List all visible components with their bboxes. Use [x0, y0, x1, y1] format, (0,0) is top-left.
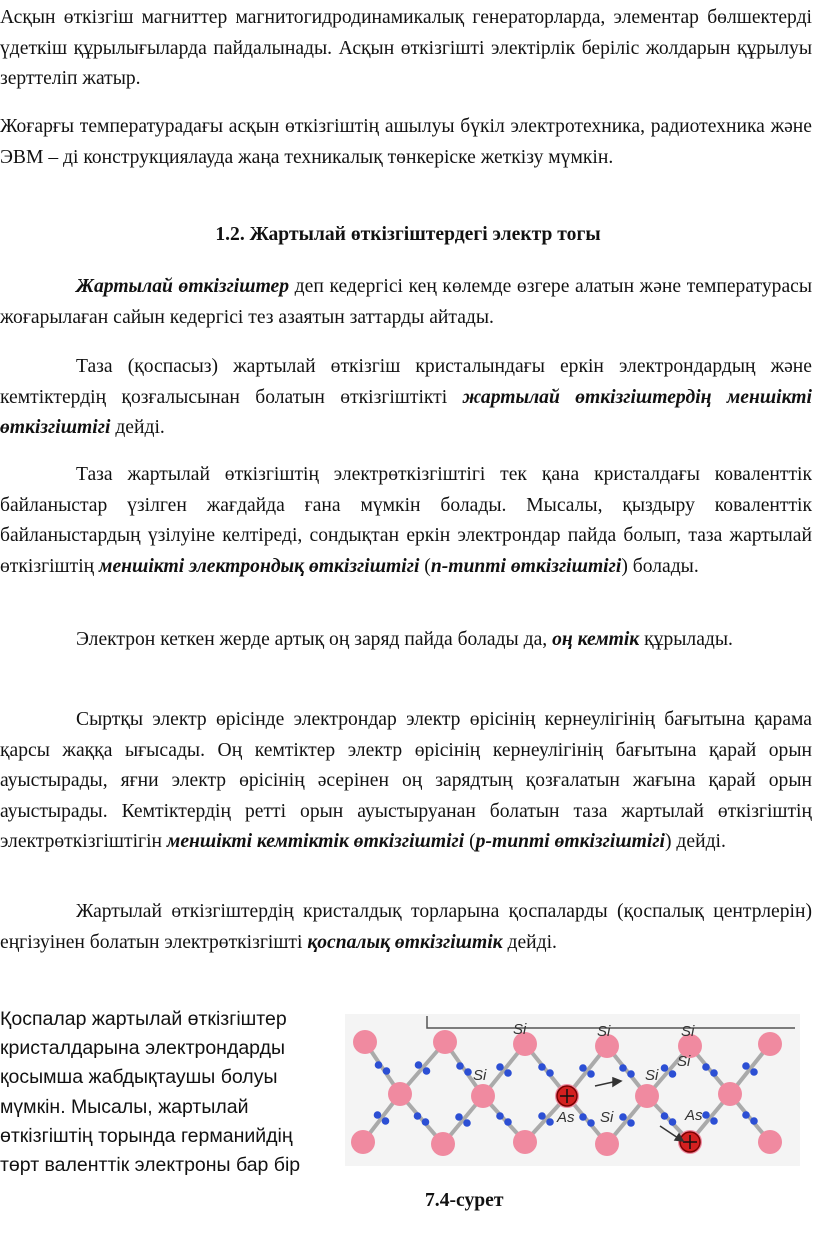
- paragraph-semiconductors-definition: [0, 272, 812, 333]
- electron: [579, 1064, 587, 1072]
- electron: [669, 1070, 677, 1078]
- term-semiconductors: Жартылай өткізгіштер: [76, 276, 290, 297]
- crystal-lattice-figure: [345, 1014, 800, 1166]
- label-as: As: [685, 1107, 703, 1124]
- paragraph-text: Таза (қоспасыз) жартылай өткізгіш кристалындағы еркін электрондардың және кемтіктердің қозғалысынан болатын өткізгіштікті: [0, 356, 812, 408]
- electron: [456, 1062, 464, 1070]
- term-impurity-conductivity: қоспалық өткізгіштік: [307, 931, 503, 953]
- figure-caption: 7.4-сурет: [425, 1190, 504, 1211]
- electron: [504, 1069, 512, 1077]
- electron: [546, 1069, 554, 1077]
- electron: [423, 1067, 431, 1075]
- si-atom: [635, 1084, 659, 1108]
- si-atom: [595, 1132, 619, 1156]
- term-p-type: р-типті өткізгіштігі: [475, 831, 665, 852]
- si-atom: [513, 1130, 537, 1154]
- si-atom: [431, 1132, 455, 1156]
- paragraph-text: Сыртқы электр өрісінде электрондар электр өрісінің кернеулігінің бағытына қарама қарсы жаққа ығысады. Оң кемтіктер электр өрісінің кернеулігінің бағытына қарай орын ауыстырады, яғни электр өрісінің әсерінен оң зарядтың қозғалатын жағына қарай орын ауыстырады. Кемтіктердің ретті орын ауыстыруанан болатын таза жартылай өткізгіштің электрөткізгіштігін: [0, 709, 812, 852]
- label-si: Si: [513, 1021, 527, 1038]
- side-paragraph-dopants: Қоспалар жартылай өткізгіштер кристалдарына электрондарды қосымша жабдықтаушы болуы мүмкін. Мысалы, жартылай өткізгіштің торында германийдің төрт валенттік электроны бар бір: [0, 1008, 301, 1177]
- si-atom: [433, 1030, 457, 1054]
- si-atom: [388, 1082, 412, 1106]
- term-hole-conductivity: меншікті кемтіктік өткізгіштігі: [166, 831, 465, 852]
- paragraph-text-end: дейді.: [110, 417, 165, 438]
- electron: [661, 1064, 669, 1072]
- electron: [742, 1062, 750, 1070]
- electron: [375, 1061, 383, 1069]
- label-si: Si: [600, 1109, 614, 1126]
- paragraph-electron-conductivity: [0, 460, 812, 582]
- label-si: Si: [645, 1067, 659, 1084]
- paragraph-impurity-conductivity: [0, 897, 812, 958]
- electron: [383, 1067, 391, 1075]
- electron: [669, 1118, 677, 1126]
- electron: [627, 1070, 635, 1078]
- paragraph-text: Жартылай өткізгіштердің кристалдық торларына қоспаларды (қоспалық центрлерін) еңгізуінен болатын электрөткізгішті: [0, 901, 812, 953]
- electron: [702, 1063, 710, 1071]
- si-atom: [758, 1130, 782, 1154]
- label-si: Si: [597, 1023, 611, 1040]
- si-atom: [718, 1082, 742, 1106]
- si-atom: [471, 1084, 495, 1108]
- electron: [463, 1119, 471, 1127]
- electron: [496, 1063, 504, 1071]
- electron: [661, 1112, 669, 1120]
- electron: [587, 1070, 595, 1078]
- paragraph-text: (: [419, 555, 431, 577]
- electron: [546, 1118, 554, 1126]
- si-atom: [758, 1032, 782, 1056]
- paragraph-superconductor-uses: Асқын өткізгіш магниттер магнитогидродинамикалық генераторларда, элементар бөлшектерді үдеткіш құрылығыларда пайдалынады. Асқын өткізгішті электірлік беріліс жолдарын құрылуы зерттеліп жатыр.: [0, 7, 812, 89]
- electron: [742, 1111, 750, 1119]
- electron: [702, 1111, 710, 1119]
- paragraph-text-end: дейді.: [502, 931, 557, 953]
- electron: [619, 1113, 627, 1121]
- electron: [710, 1117, 718, 1125]
- electron: [414, 1112, 422, 1120]
- paragraph-text-end: ) дейді.: [665, 831, 726, 852]
- electron: [750, 1117, 758, 1125]
- electron: [710, 1069, 718, 1077]
- electron: [422, 1118, 430, 1126]
- label-si: Si: [473, 1067, 487, 1084]
- electron: [538, 1063, 546, 1071]
- electron: [504, 1118, 512, 1126]
- si-atom: [353, 1030, 377, 1054]
- label-si: Si: [681, 1023, 695, 1040]
- electron: [415, 1061, 423, 1069]
- paragraph-text: Электрон кеткен жерде артық оң заряд пайда болады да,: [76, 629, 553, 650]
- electron: [579, 1113, 587, 1121]
- label-si: Si: [677, 1053, 691, 1070]
- electron: [374, 1111, 382, 1119]
- electron: [538, 1112, 546, 1120]
- paragraph-high-temperature: Жоғарғы температурадағы асқын өткізгіштің ашылуы бүкіл электротехника, радиотехника және ЭВМ – ді конструкциялауда жаңа техникалық төнкеріске жеткізу мүмкін.: [0, 116, 812, 168]
- term-hole: оң кемтік: [552, 629, 640, 650]
- si-atom: [351, 1130, 375, 1154]
- paragraph-text-end: құрылады.: [639, 629, 733, 650]
- term-intrinsic-conductivity: жартылай өткізгіштердің меншікті өткізгіштігі: [0, 386, 812, 438]
- electron: [587, 1119, 595, 1127]
- term-electron-conductivity: меншікті электрондық өткізгіштігі: [99, 555, 420, 577]
- electron: [750, 1068, 758, 1076]
- electron: [455, 1113, 463, 1121]
- electron: [496, 1112, 504, 1120]
- term-n-type: n-типті өткізгіштігі: [430, 555, 622, 577]
- section-heading: 1.2. Жартылай өткізгіштердегі электр тогы: [215, 224, 601, 245]
- paragraph-intrinsic-conductivity: [0, 352, 812, 444]
- electron: [464, 1068, 472, 1076]
- electron: [382, 1117, 390, 1125]
- paragraph-text-end: ) болады.: [621, 555, 699, 577]
- label-as: As: [557, 1109, 575, 1126]
- paragraph-text: деп кедергісі кең көлемде өзгере алатын және температурасы жоғарылаған сайын кедергісі тез азаятын заттарды айтады.: [0, 276, 812, 328]
- paragraph-text: (: [464, 831, 476, 852]
- paragraph-text: Таза жартылай өткізгіштің электрөткізгіштігі тек қана кристалдағы коваленттік байланыстар үзілген жағдайда ғана мүмкін болады. Мысалы, қыздыру коваленттік байланыстардың үзілуіне келтіреді, сондықтан еркін электрондар пайда болып, таза жартылай өткізгіштің: [0, 464, 812, 577]
- paragraph-hole-conductivity: [0, 705, 812, 858]
- paragraph-hole: [0, 625, 812, 656]
- electron: [619, 1064, 627, 1072]
- electron: [627, 1119, 635, 1127]
